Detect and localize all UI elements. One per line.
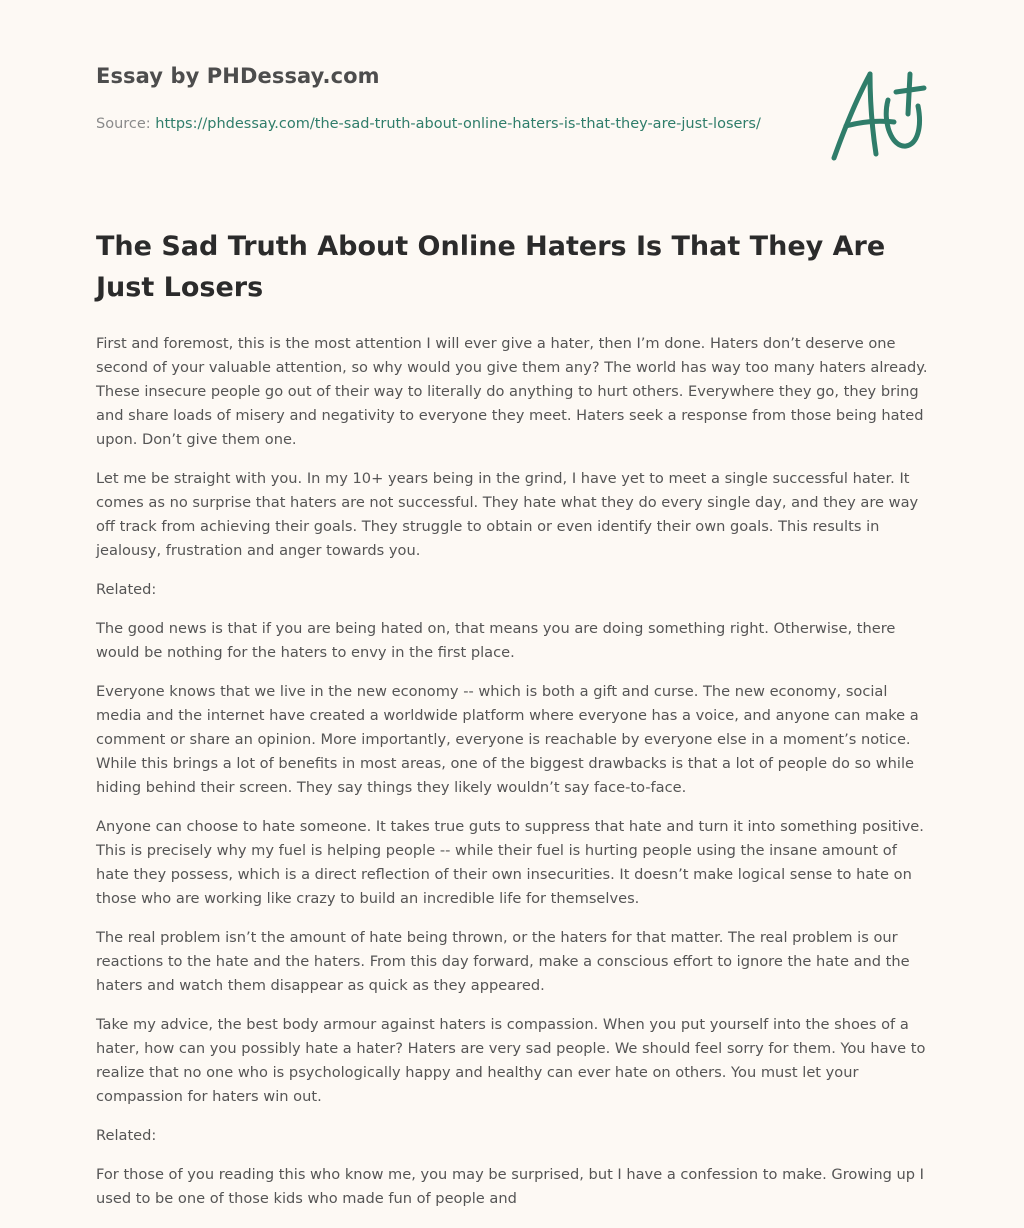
related-label: Related: xyxy=(96,581,157,598)
source-label: Source: xyxy=(96,116,156,132)
essay-body xyxy=(96,332,928,1211)
site-title: Essay by PHDessay.com xyxy=(96,64,380,88)
paragraph: Let me be straight with you. In my 10+ years being in the grind, I have yet to meet a single successful hater. It comes as no surprise that haters are not successful. They hate what they do every single day, and they are way off track from achieving their goals. They struggle to obtain or even identify their own goals. This results in jealousy, frustration and anger towards you. xyxy=(96,470,919,559)
page-header xyxy=(96,0,928,190)
paragraph: Take my advice, the best body armour against haters is compassion. When you put yourself into the shoes of a hater, how can you possibly hate a hater? Haters are very sad people. We should feel sorry for them. You have to realize that no one who is psychologically happy and healthy can ever hate on others. You must let your compassion for haters win out. xyxy=(96,1016,926,1105)
paragraph: For those of you reading this who know me, you may be surprised, but I have a confession to make. Growing up I used to be one of those kids who made fun of people and xyxy=(96,1166,924,1207)
related-label: Related: xyxy=(96,1127,157,1144)
source-line xyxy=(96,112,776,136)
paragraph: First and foremost, this is the most attention I will ever give a hater, then I’m done. Haters don’t deserve one second of your valuable attention, so why would you give them any? The world has way too many haters already. These insecure people go out of their way to literally do anything to hurt others. Everywhere they go, they bring and share loads of misery and negativity to everyone they meet. Haters seek a response from those being hated upon. Don’t give them one. xyxy=(96,335,928,448)
essay-title: The Sad Truth About Online Haters Is That They Are Just Losers xyxy=(96,231,886,303)
a-plus-grade-icon xyxy=(824,66,928,166)
paragraph: Anyone can choose to hate someone. It takes true guts to suppress that hate and turn it into something positive. This is precisely why my fuel is helping people -- while their fuel is hurting people using the insane amount of hate they possess, which is a direct reflection of their own insecurities. It doesn’t make logical sense to hate on those who are working like crazy to build an incredible life for themselves. xyxy=(96,818,924,907)
paragraph: The good news is that if you are being hated on, that means you are doing something right. Otherwise, there would be nothing for the haters to envy in the first place. xyxy=(96,620,896,661)
paragraph: Everyone knows that we live in the new economy -- which is both a gift and curse. The new economy, social media and the internet have created a worldwide platform where everyone has a voice, and anyone can make a comment or share an opinion. More importantly, everyone is reachable by everyone else in a moment’s notice. While this brings a lot of benefits in most areas, one of the biggest drawbacks is that a lot of people do so while hiding behind their screen. They say things they likely wouldn’t say face-to-face. xyxy=(96,683,919,796)
paragraph: The real problem isn’t the amount of hate being thrown, or the haters for that matter. The real problem is our reactions to the hate and the haters. From this day forward, make a conscious effort to ignore the hate and the haters and watch them disappear as quick as they appeared. xyxy=(96,929,910,994)
source-link[interactable]: https://phdessay.com/the-sad-truth-about-online-haters-is-that-they-are-just-losers/ xyxy=(155,116,761,132)
